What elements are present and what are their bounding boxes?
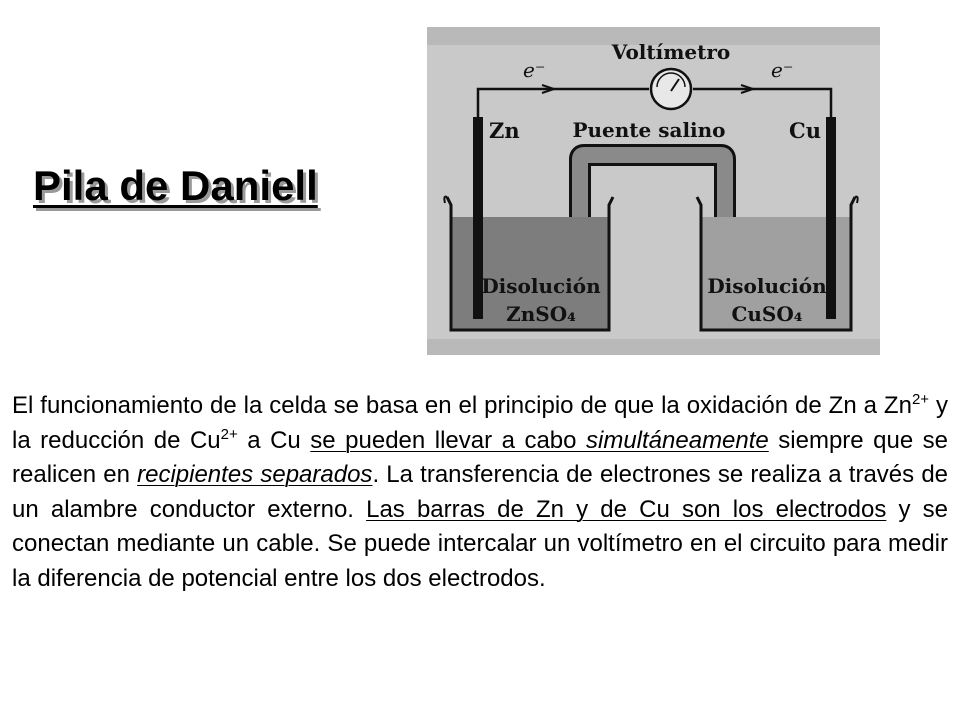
voltmeter-icon bbox=[651, 69, 691, 109]
anode-label: Zn bbox=[489, 118, 520, 143]
underlined-italic-text: recipientes separados bbox=[137, 461, 373, 488]
text-run: siempre que se realicen en bbox=[12, 426, 949, 488]
cu-electrode bbox=[826, 117, 836, 319]
daniell-cell-diagram bbox=[427, 27, 880, 355]
left-solution-label: Disolución bbox=[481, 274, 601, 298]
text-run: a Cu bbox=[237, 426, 311, 454]
zn-ion-charge: 2+ bbox=[911, 391, 930, 408]
underlined-text: Las barras de Zn y de Cu son los electrodos bbox=[366, 495, 887, 523]
electron-label-left: e⁻ bbox=[523, 58, 546, 82]
text-run: . La transferencia de electrones se realiza a través de un alambre conductor externo. bbox=[12, 461, 949, 523]
text-run: y se conectan mediante un cable. Se puede intercalar un voltímetro en el circuito para medir la diferencia de potencial entre los dos electrodos. bbox=[12, 495, 948, 592]
underlined-text: se pueden llevar a cabo bbox=[310, 426, 586, 454]
left-solution-formula: ZnSO₄ bbox=[506, 302, 576, 326]
body-paragraph bbox=[12, 389, 948, 596]
voltmeter-label: Voltímetro bbox=[611, 40, 731, 64]
right-solution-label: Disolución bbox=[707, 274, 827, 298]
underlined-italic-text: simultáneamente bbox=[586, 426, 769, 454]
slide-title: Pila de Daniell bbox=[33, 162, 318, 209]
cathode-label: Cu bbox=[789, 118, 821, 143]
text-run: y la reducción de Cu bbox=[12, 392, 948, 454]
electron-label-right: e⁻ bbox=[771, 58, 794, 82]
cu-ion-charge: 2+ bbox=[220, 425, 238, 443]
right-solution-formula: CuSO₄ bbox=[731, 302, 803, 326]
text-run: El funcionamiento de la celda se basa en el principio de que la oxidación de Zn a Zn bbox=[12, 392, 912, 419]
salt-bridge-label: Puente salino bbox=[572, 118, 726, 142]
